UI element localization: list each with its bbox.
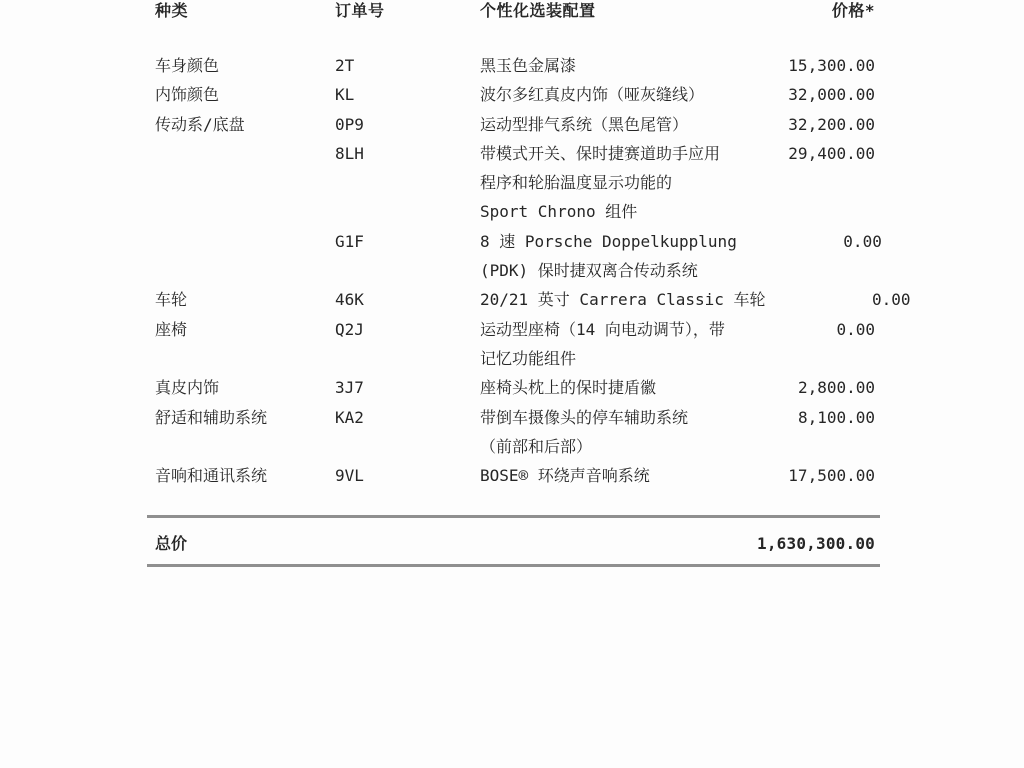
config-line: 程序和轮胎温度显示功能的: [480, 173, 673, 193]
order-code-cell: 46K: [335, 290, 364, 310]
config-line: (PDK) 保时捷双离合传动系统: [480, 261, 698, 281]
config-line: 运动型座椅（14 向电动调节），带: [480, 319, 725, 339]
table-row: [147, 373, 880, 402]
table-body: [147, 51, 911, 490]
total-value: 1,630,300.00: [757, 534, 875, 553]
price-cell: 0.00: [872, 290, 911, 310]
table-row: [147, 51, 880, 80]
order-code-cell: G1F: [335, 231, 364, 251]
config-cell: [480, 373, 730, 402]
order-code-cell: Q2J: [335, 319, 364, 339]
price-cell: 0.00: [843, 231, 882, 251]
total-label: 总价: [155, 534, 188, 553]
table-row: [147, 80, 880, 109]
order-code-cell: 0P9: [335, 114, 364, 134]
order-code-cell: 9VL: [335, 466, 364, 486]
price-cell: 2,800.00: [797, 378, 875, 398]
category-cell: 音响和通讯系统: [155, 466, 268, 486]
config-line: 运动型排气系统（黑色尾管）: [480, 114, 689, 134]
config-cell: [480, 80, 730, 109]
price-cell: 8,100.00: [797, 407, 875, 427]
config-cell: [480, 139, 730, 227]
config-cell: [480, 403, 730, 462]
price-cell: 32,200.00: [788, 114, 875, 134]
price-cell: 29,400.00: [788, 143, 875, 163]
total-divider-bottom: [147, 564, 880, 567]
config-cell: [480, 315, 730, 374]
table-header: [147, 0, 880, 25]
order-code-cell: 2T: [335, 56, 355, 75]
config-line: 20/21 英寸 Carrera Classic 车轮: [480, 290, 766, 310]
order-code-cell: KL: [335, 85, 355, 105]
header-price: 价格*: [831, 1, 875, 20]
config-cell: [480, 227, 737, 286]
config-cell: [480, 461, 730, 490]
config-cell: [480, 51, 730, 80]
config-line: 波尔多红真皮内饰（哑灰缝线）: [480, 85, 705, 105]
order-code-cell: 3J7: [335, 378, 364, 398]
options-price-table: [147, 0, 911, 768]
config-cell: [480, 110, 730, 139]
price-cell: 17,500.00: [788, 466, 875, 486]
category-cell: 车轮: [155, 290, 188, 310]
category-cell: 传动系/底盘: [155, 114, 245, 134]
order-code-cell: KA2: [335, 407, 364, 427]
price-cell: 32,000.00: [788, 85, 875, 105]
config-line: 座椅头枕上的保时捷盾徽: [480, 378, 657, 398]
config-line: Sport Chrono 组件: [480, 202, 638, 222]
table-row: [147, 285, 911, 314]
config-line: 带模式开关、保时捷赛道助手应用: [480, 143, 721, 163]
config-line: （前部和后部）: [480, 436, 593, 456]
table-row: [147, 315, 880, 374]
config-line: 记忆功能组件: [480, 348, 577, 368]
price-cell: 15,300.00: [788, 56, 875, 75]
table-row: [147, 403, 880, 462]
header-config: 个性化选装配置: [480, 1, 596, 20]
category-cell: 内饰颜色: [155, 85, 220, 105]
config-line: 带倒车摄像头的停车辅助系统: [480, 407, 689, 427]
config-line: 8 速 Porsche Doppelkupplung: [480, 231, 737, 251]
table-row: [147, 139, 880, 227]
category-cell: 真皮内饰: [155, 378, 220, 398]
category-cell: 车身颜色: [155, 56, 220, 75]
header-order-no: 订单号: [335, 1, 385, 20]
table-row: [147, 110, 880, 139]
total-divider-top: [147, 515, 880, 518]
table-row: [147, 461, 880, 490]
config-line: 黑玉色金属漆: [480, 56, 577, 75]
config-line: BOSE® 环绕声音响系统: [480, 466, 650, 486]
total-row: [147, 529, 880, 558]
price-cell: 0.00: [836, 319, 875, 339]
category-cell: 舒适和辅助系统: [155, 407, 268, 427]
category-cell: 座椅: [155, 319, 188, 339]
header-category: 种类: [155, 1, 189, 20]
table-row: [147, 227, 880, 286]
order-code-cell: 8LH: [335, 143, 364, 163]
config-cell: [480, 285, 766, 314]
